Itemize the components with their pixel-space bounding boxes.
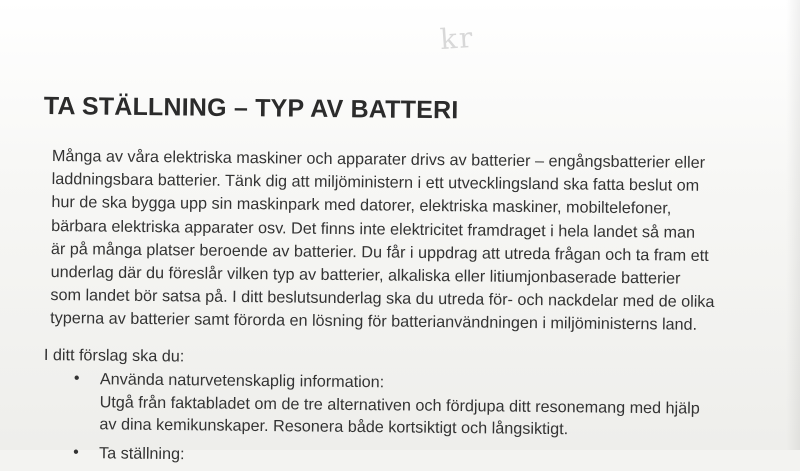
paragraph-line: hur de ska bygga upp sin maskinpark med datorer, elektriska maskiner, mobiltelefoner, — [51, 193, 672, 218]
pencil-annotation: kr — [438, 20, 476, 57]
paragraph-line: bärbara elektriska apparater osv. Det finns inte elektricitet framdraget i hela landet så man — [51, 216, 696, 242]
instructions-intro: I ditt förslag ska du: — [43, 346, 185, 366]
list-item-heading: Använda naturvetenskaplig information: — [99, 370, 385, 392]
bullet-icon: • — [73, 369, 80, 388]
paragraph-line: laddningsbara batterier. Tänk dig att miljöministern i ett utvecklingsland ska fatta beslut om — [51, 170, 700, 195]
document-title: TA STÄLLNING – TYP AV BATTERI — [43, 92, 459, 125]
list-item — [73, 441, 773, 471]
list-item-heading: Ta ställning: — [99, 443, 185, 463]
paragraph-line: är på många platser beroende av batterier. Du får i uppdrag att utreda frågan och ta fram ett — [50, 239, 709, 265]
paper-edge-shadow — [786, 0, 800, 450]
bullet-icon: • — [73, 443, 79, 461]
body-paragraph — [50, 145, 752, 338]
list-item-detail: av dina kemikunskaper. Resonera både kortsiktigt och långsiktigt. — [99, 415, 569, 439]
instructions-list — [73, 368, 774, 471]
paragraph-line: Många av våra elektriska maskiner och apparater drivs av batterier – engångsbatterier eller — [51, 146, 706, 172]
list-item-detail: Utgå från faktabladet om de tre alternativen och fördjupa ditt resonemang med hjälp — [99, 392, 700, 418]
paragraph-line: underlag där du föreslår vilken typ av batterier, alkaliska eller litiumjonbaserade batterier — [50, 263, 681, 288]
paragraph-line: som landet bör satsa på. I ditt beslutsunderlag ska du utreda för- och nackdelar med de olika — [50, 286, 715, 312]
paragraph-line: typerna av batterier samt förorda en lösning för batterianvändningen i miljöministerns land. — [50, 309, 698, 335]
list-item — [73, 368, 774, 443]
